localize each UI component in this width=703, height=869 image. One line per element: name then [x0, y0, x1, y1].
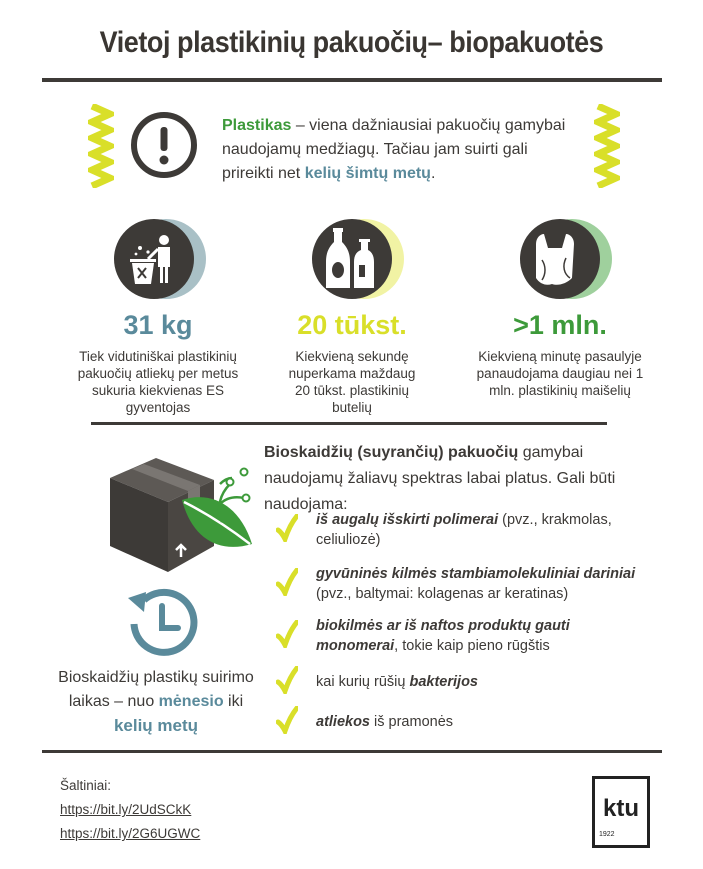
stat-number-2: 20 tūkst. — [297, 310, 407, 340]
bio-item-bold: biokilmės ar iš naftos produktų gauti monomerai — [316, 618, 570, 654]
checkmark-icon — [276, 706, 298, 734]
decomp-text-a: Bioskaidžių plastikų suirimo laikas – nuo — [58, 669, 254, 710]
logo-text: ktu — [603, 795, 639, 822]
stat-card-2 — [262, 218, 442, 415]
stat-number-3: >1 mln. — [513, 310, 607, 340]
exclamation-icon — [130, 111, 198, 179]
bio-item-rest: , tokie kaip pieno rūgštis — [394, 638, 550, 654]
decomposition-text — [56, 666, 256, 739]
intro-text-a: – viena dažniausiai pakuočių gamybai naudojamų medžiagų. Tačiau jam suirti gali prireikti net — [222, 117, 566, 182]
decomp-years: kelių metų — [113, 716, 199, 735]
stat-card-1 — [58, 218, 258, 415]
checkmark-icon — [276, 514, 298, 542]
stat-card-3 — [460, 218, 660, 408]
sources — [60, 774, 360, 846]
intro-text-b: . — [430, 165, 436, 182]
bio-item-bold: bakterijos — [409, 674, 478, 690]
checkmark-icon — [276, 620, 298, 648]
intro-highlight-duration: kelių šimtų metų — [304, 165, 431, 182]
bio-item-rest: (pvz., krakmolas, celiuliozė) — [316, 512, 612, 548]
bio-item-bold: iš augalų išskirti polimerai — [316, 512, 499, 528]
top-divider — [42, 78, 662, 82]
plastic-bag-icon — [512, 218, 618, 304]
intro-highlight: Plastikas — [222, 117, 292, 134]
stat-desc-2: Kiekvieną sekundę nuperkama maždaug 20 tūkst. plastikinių butelių — [288, 349, 416, 415]
sources-label: Šaltiniai: — [60, 778, 112, 793]
bio-item-bold: atliekos — [316, 714, 370, 730]
bio-item-text — [316, 510, 646, 550]
source-link-2[interactable]: https://bit.ly/2G6UGWC — [60, 826, 201, 841]
intro-text — [222, 114, 582, 186]
bottles-icon — [304, 218, 410, 304]
clock-cycle-icon — [118, 582, 202, 658]
bio-item-text — [316, 712, 646, 732]
box-with-leaf-icon — [104, 450, 260, 576]
trash-bin-person-icon — [106, 218, 212, 304]
bio-heading-rest: gamybai naudojamų žaliavų spektras labai platus. Gali būti naudojama: — [264, 444, 616, 513]
checkmark-icon — [276, 568, 298, 596]
decomp-month: mėnesio — [158, 693, 224, 710]
checkmark-icon — [276, 666, 298, 694]
middle-divider — [91, 422, 607, 425]
bio-item-pre: kai kurių rūšių — [316, 674, 410, 690]
bio-item-text — [316, 672, 646, 692]
bio-item-bold: gyvūninės kilmės stambiamolekuliniai dariniai — [316, 566, 636, 582]
decomp-text-b: iki — [223, 693, 244, 710]
stat-number-1: 31 kg — [123, 310, 193, 340]
stat-desc-1: Tiek vidutiniškai plastikinių pakuočių atliekų per metus sukuria kiekvienas ES gyventojas — [77, 349, 239, 415]
bio-item-text — [316, 616, 616, 656]
bio-item-rest: (pvz., baltymai: kolagenas ar keratinas) — [316, 586, 569, 602]
bio-heading-bold: Bioskaidžių (suyrančių) pakuočių — [264, 444, 519, 461]
ktu-logo — [592, 776, 650, 848]
stat-desc-3: Kiekvieną minutę pasaulyje panaudojama daugiau nei 1 mln. plastikinių maišelių — [476, 349, 644, 398]
page-title: Vietoj plastikinių pakuočių– biopakuotės — [99, 26, 604, 59]
source-link-1[interactable]: https://bit.ly/2UdSCkK — [60, 802, 192, 817]
right-zigzag-icon — [594, 104, 620, 188]
left-zigzag-icon — [88, 104, 114, 188]
bio-item-rest: iš pramonės — [370, 714, 454, 730]
bio-heading — [264, 440, 644, 518]
bio-item-text — [316, 564, 652, 604]
bottom-divider — [42, 750, 662, 753]
logo-year: 1922 — [599, 831, 615, 838]
